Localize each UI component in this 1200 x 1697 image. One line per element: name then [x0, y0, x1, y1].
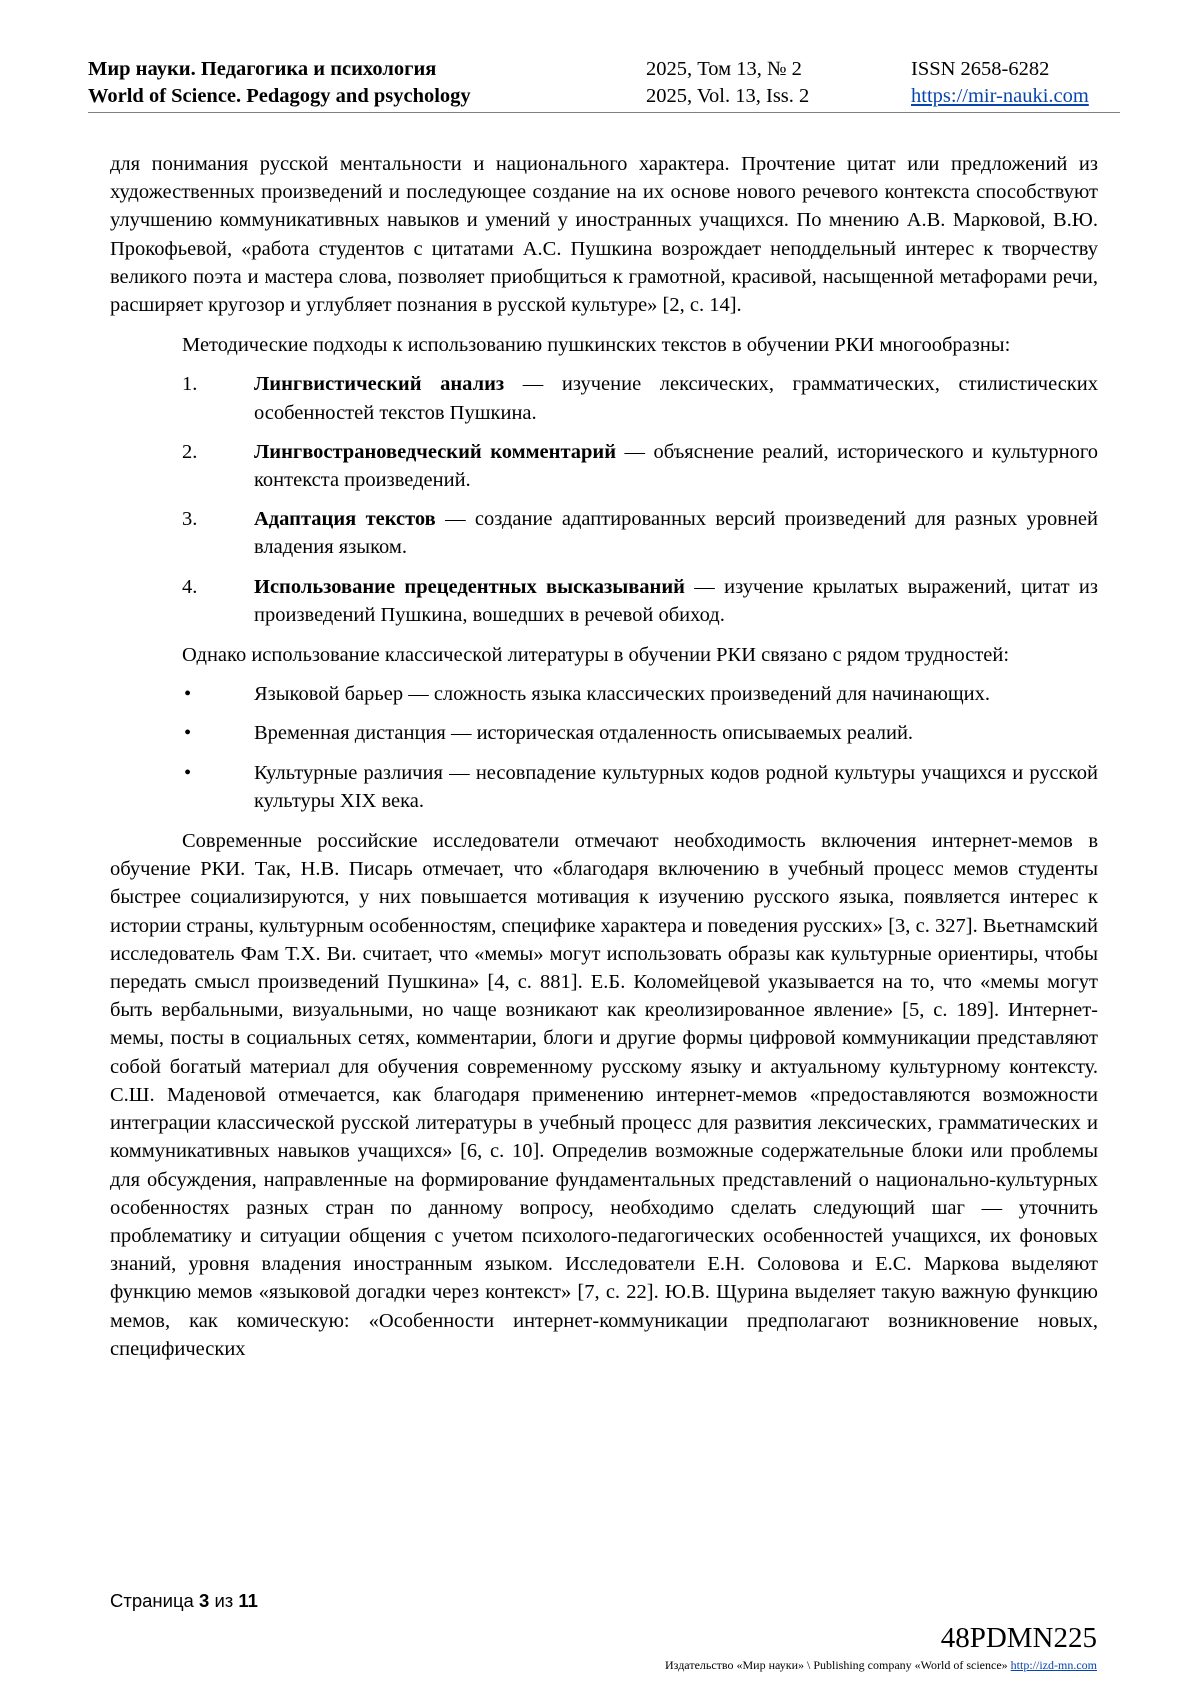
publisher-site-link[interactable]: http://izd-mn.com [1010, 1658, 1097, 1672]
journal-site-link[interactable]: https://mir-nauki.com [911, 85, 1089, 107]
paragraph-2: Методические подходы к использованию пушкинских текстов в обучении РКИ многообразны: [182, 334, 1011, 357]
page-counter [110, 1590, 258, 1612]
list-term: Лингвистический анализ [254, 373, 505, 396]
list-number: 4. [182, 575, 198, 598]
publisher-line [665, 1658, 1097, 1673]
bullet-icon: • [184, 761, 192, 784]
list-item [110, 505, 1098, 561]
list-item [110, 719, 1098, 747]
list-description: — изучение крылатых выражений, цитат из произведений Пушкина, вошедших в речевой обиход. [254, 575, 1098, 626]
list-description: — изучение лексических, грамматических, стилистических особенностей текстов Пушкина. [254, 373, 1098, 424]
bullet-list [110, 680, 1098, 815]
list-item [110, 370, 1098, 426]
list-term: Использование прецедентных высказываний [254, 575, 685, 598]
bullet-text: Временная дистанция — историческая отдаленность описываемых реалий. [254, 722, 914, 745]
bullet-icon: • [184, 722, 192, 745]
paragraph-1: для понимания русской ментальности и национального характера. Прочтение цитат или предложений из художественных произведений и последующее создание на их основе нового речевого контекста способствуют улучшению коммуникативных навыков и умений у иностранных учащихся. По мнению А.В. Марковой, В.Ю. Прокофьевой, «работа студентов с цитатами А.С. Пушкина возрождает неподдельный интерес к творчеству великого поэта и мастера слова, позволяет приобщиться к грамотной, красивой, насыщенной метафорами речи, расширяет кругозор и углубляет познания в русской культуре» [2, с. 14]. [110, 153, 1098, 317]
list-number: 1. [182, 373, 198, 396]
page-number: 3 [199, 1590, 210, 1611]
page-word: Страница [110, 1590, 194, 1611]
list-item [110, 759, 1098, 815]
issn: ISSN 2658-6282 [911, 58, 1050, 80]
list-item [110, 573, 1098, 629]
publisher-name: Издательство «Мир науки» \ Publishing company «World of science» [665, 1658, 1008, 1672]
list-number: 3. [182, 508, 198, 531]
issue-block [646, 56, 809, 110]
bullet-text: Языковой барьер — сложность языка классических произведений для начинающих. [254, 683, 991, 706]
journal-title-block [88, 56, 471, 110]
journal-title-en: World of Science. Pedagogy and psychology [88, 85, 471, 107]
issn-block [911, 56, 1089, 110]
bullet-icon: • [184, 683, 192, 706]
page-header [88, 56, 1120, 112]
list-description: — создание адаптированных версий произведений для разных уровней владения языком. [254, 508, 1098, 559]
paragraph-3: Однако использование классической литературы в обучении РКИ связано с рядом трудностей: [182, 644, 1010, 667]
article-body [110, 150, 1098, 1363]
list-term: Адаптация текстов [254, 508, 436, 531]
header-divider [88, 112, 1120, 113]
article-code: 48PDMN225 [940, 1622, 1097, 1654]
journal-title-ru: Мир науки. Педагогика и психология [88, 58, 437, 80]
list-item [110, 680, 1098, 708]
list-number: 2. [182, 440, 198, 463]
list-term: Лингвострановедческий комментарий [254, 440, 617, 463]
bullet-text: Культурные различия — несовпадение культурных кодов родной культуры учащихся и русской культуры XIX века. [254, 761, 1098, 812]
list-description: — объяснение реалий, исторического и культурного контекста произведений. [254, 440, 1098, 492]
issue-en: 2025, Vol. 13, Iss. 2 [646, 85, 810, 107]
numbered-list [110, 370, 1098, 629]
paragraph-4: Современные российские исследователи отмечают необходимость включения интернет-мемов в обучение РКИ. Так, Н.В. Писарь отмечает, что «благодаря включению в учебный процесс мемов студенты быстрее социализируются, у них повышается мотивация к изучению русского языка, появляется интерес к истории страны, культурным особенностям, специфике характера и поведения русских» [3, с. 327]. Вьетнамский исследователь Фам Т.Х. Ви. считает, что «мемы» могут использовать образы как культурные ориентиры, чтобы передать смысл произведений Пушкина» [4, с. 881]. Е.Б. Коломейцевой указывается на то, что «мемы могут быть вербальными, визуальными, но чаще возникают как креолизированное явление» [5, с. 189]. Интернет-мемы, посты в социальных сетях, комментарии, блоги и другие формы цифровой коммуникации представляют собой богатый материал для обучения современному русскому языку и актуальному культурному контексту. С.Ш. Маденовой отмечается, как благодаря применению интернет-мемов «предоставляются возможности интеграции классической русской литературы в учебный процесс для развития лексических, грамматических и коммуникативных навыков учащихся» [6, с. 10]. Определив возможные содержательные блоки или проблемы для обсуждения, направленные на формирование фундаментальных представлений о национально-культурных особенностях разных стран по данному вопросу, необходимо сделать следующий шаг — уточнить проблематику и ситуации общения с учетом психолого-педагогических особенностей учащихся, их фоновых знаний, уровня владения иностранным языком. Исследователи Е.Н. Соловова и Е.С. Маркова выделяют функцию мемов «языковой догадки через контекст» [7, с. 22]. Ю.В. Щурина выделяет такую важную функцию мемов, как комическую: «Особенности интернет-коммуникации предполагают возникновение новых, специфических [110, 830, 1098, 1360]
of-word: из [214, 1590, 234, 1611]
issue-ru: 2025, Том 13, № 2 [646, 58, 802, 80]
list-item [110, 438, 1098, 494]
page-total: 11 [238, 1590, 258, 1611]
